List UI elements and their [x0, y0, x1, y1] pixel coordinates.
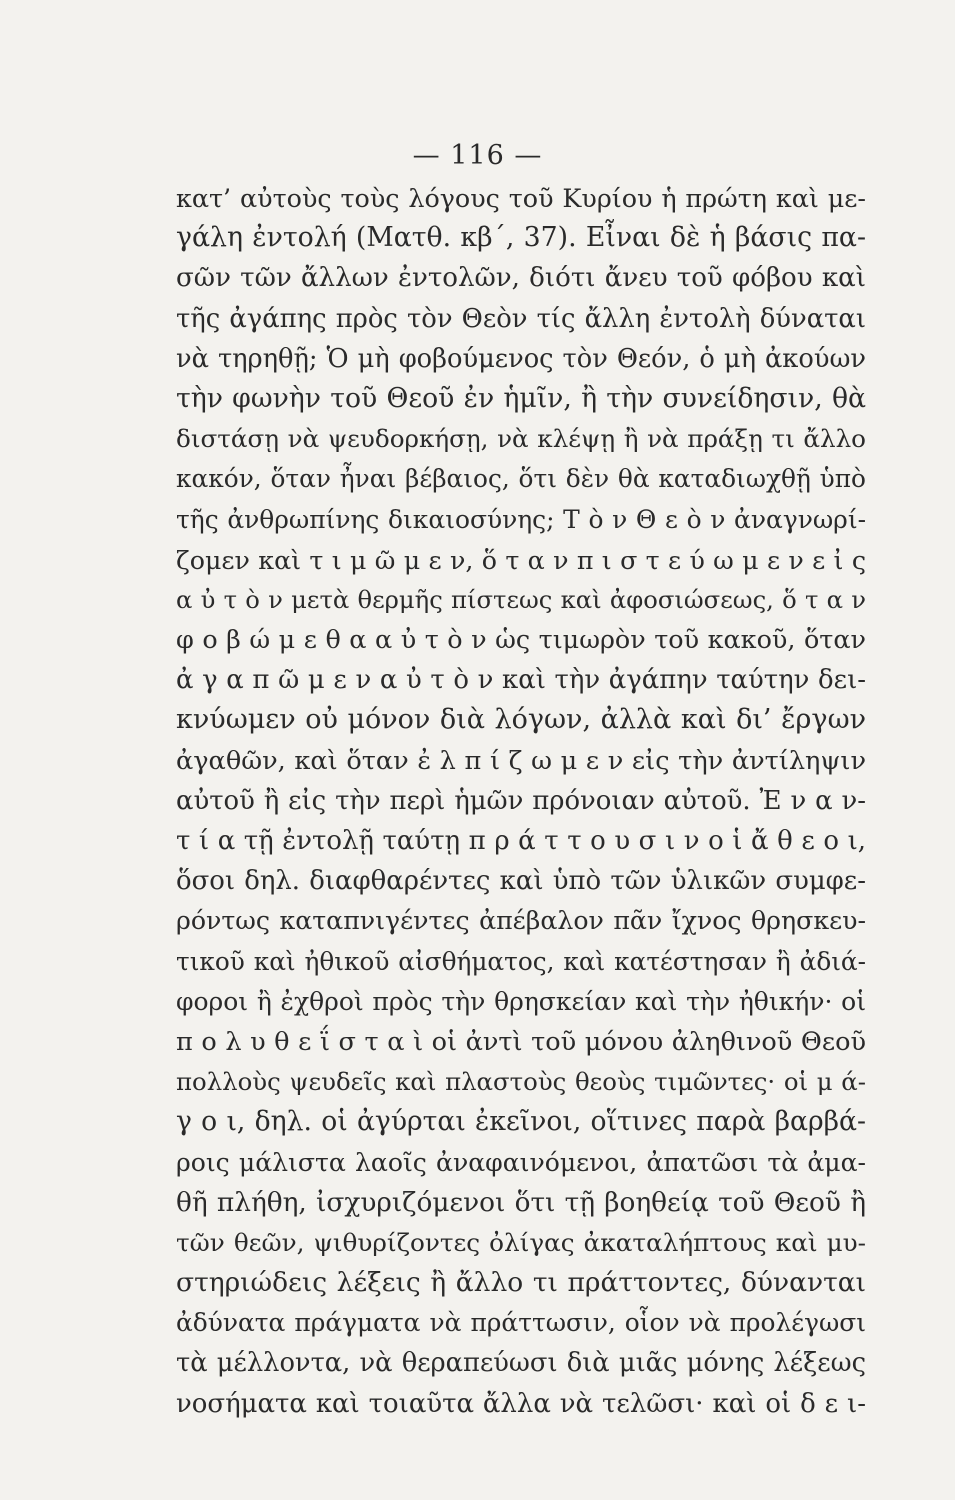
text-line: φ ο β ώ μ ε θ α α ὐ τ ὸ ν ὡς τιμωρὸν τοῦ κακοῦ, ὅταν: [176, 625, 866, 656]
text-line: τῆς ἀγάπης πρὸς τὸν Θεὸν τίς ἄλλη ἐντολὴ δύναται: [176, 303, 866, 334]
text-line: ἀδύνατα πράγματα νὰ πράττωσιν, οἷον νὰ προλέγωσι: [176, 1308, 866, 1338]
page-number: — 116 —: [412, 140, 543, 171]
text-line: τ ί α τῇ ἐντολῇ ταύτῃ π ρ ά τ τ ο υ σ ι ν ο ἱ ἄ θ ε ο ι,: [176, 826, 866, 856]
text-line: διστάσῃ νὰ ψευδορκήσῃ, νὰ κλέψῃ ἢ νὰ πράξῃ τι ἄλλο: [176, 424, 866, 454]
text-line: φοροι ἢ ἐχθροὶ πρὸς τὴν θρησκείαν καὶ τὴν ἠθικήν· οἱ: [176, 986, 866, 1016]
text-line: ἀγαθῶν, καὶ ὅταν ἐ λ π ί ζ ω μ ε ν εἰς τὴν ἀντίληψιν: [176, 745, 866, 776]
text-line: π ο λ υ θ ε ΐ σ τ α ὶ οἱ ἀντὶ τοῦ μόνου ἀληθινοῦ Θεοῦ: [176, 1026, 866, 1057]
text-line: σῶν τῶν ἄλλων ἐντολῶν, διότι ἄνευ τοῦ φόβου καὶ: [176, 263, 866, 294]
text-line: θῆ πλήθη, ἰσχυριζόμενοι ὅτι τῇ βοηθείᾳ τοῦ Θεοῦ ἢ: [176, 1187, 866, 1218]
text-line: α ὐ τ ὸ ν μετὰ θερμῆς πίστεως καὶ ἀφοσιώσεως, ὅ τ α ν: [176, 584, 866, 614]
text-line: τὴν φωνὴν τοῦ Θεοῦ ἐν ἡμῖν, ἢ τὴν συνείδησιν, θὰ: [176, 382, 866, 414]
text-line: γ ο ι, δηλ. οἱ ἀγύρται ἐκεῖνοι, οἵτινες παρὰ βαρβά-: [176, 1106, 866, 1138]
text-line: ὅσοι δηλ. διαφθαρέντες καὶ ὑπὸ τῶν ὑλικῶν συμφε-: [176, 866, 866, 897]
text-line: νὰ τηρηθῇ; Ὁ μὴ φοβούμενος τὸν Θεόν, ὁ μὴ ἀκούων: [176, 343, 866, 374]
text-line: τικοῦ καὶ ἠθικοῦ αἰσθήματος, καὶ κατέστησαν ἢ ἀδιά-: [176, 946, 866, 976]
text-line: γάλη ἐντολή (Ματθ. κβ΄, 37). Εἶναι δὲ ἡ βάσις πα-: [176, 222, 866, 254]
text-line: τῶν θεῶν, ψιθυρίζοντες ὀλίγας ἀκαταλήπτους καὶ μυ-: [176, 1227, 866, 1257]
text-line: αὐτοῦ ἢ εἰς τὴν περὶ ἡμῶν πρόνοιαν αὐτοῦ. Ἐ ν α ν-: [176, 785, 866, 816]
text-line: τῆς ἀνθρωπίνης δικαιοσύνης; Τ ὸ ν Θ ε ὸ ν ἀναγνωρί-: [176, 504, 866, 534]
text-line: ζομεν καὶ τ ι μ ῶ μ ε ν, ὅ τ α ν π ι σ τ ε ύ ω μ ε ν ε ἰ ς: [176, 544, 866, 575]
text-line: κνύωμεν οὐ μόνον διὰ λόγων, ἀλλὰ καὶ δι’ ἔργων: [176, 704, 866, 736]
text-line: τὰ μέλλοντα, νὰ θεραπεύωσι διὰ μιᾶς μόνης λέξεως: [176, 1348, 866, 1379]
text-line: ρόντως καταπνιγέντες ἀπέβαλον πᾶν ἴχνος θρησκευ-: [176, 906, 866, 936]
text-line: νοσήματα καὶ τοιαῦτα ἄλλα νὰ τελῶσι· καὶ οἱ δ ε ι-: [176, 1388, 866, 1419]
text-line: κακόν, ὅταν ἦναι βέβαιος, ὅτι δὲν θὰ καταδιωχθῇ ὑπὸ: [176, 464, 866, 494]
text-line: πολλοὺς ψευδεῖς καὶ πλαστοὺς θεοὺς τιμῶντες· οἱ μ ά-: [176, 1067, 866, 1097]
text-line: ἀ γ α π ῶ μ ε ν α ὐ τ ὸ ν καὶ τὴν ἀγάπην ταύτην δει-: [176, 665, 866, 696]
text-line: ροις μάλιστα λαοῖς ἀναφαινόμενοι, ἀπατῶσι τὰ ἀμα-: [176, 1147, 866, 1177]
page-text-body: [176, 178, 866, 1424]
text-line: κατ’ αὐτοὺς τοὺς λόγους τοῦ Κυρίου ἡ πρώτη καὶ με-: [176, 183, 866, 213]
text-line: στηριώδεις λέξεις ἢ ἄλλο τι πράττοντες, δύνανται: [176, 1267, 866, 1299]
